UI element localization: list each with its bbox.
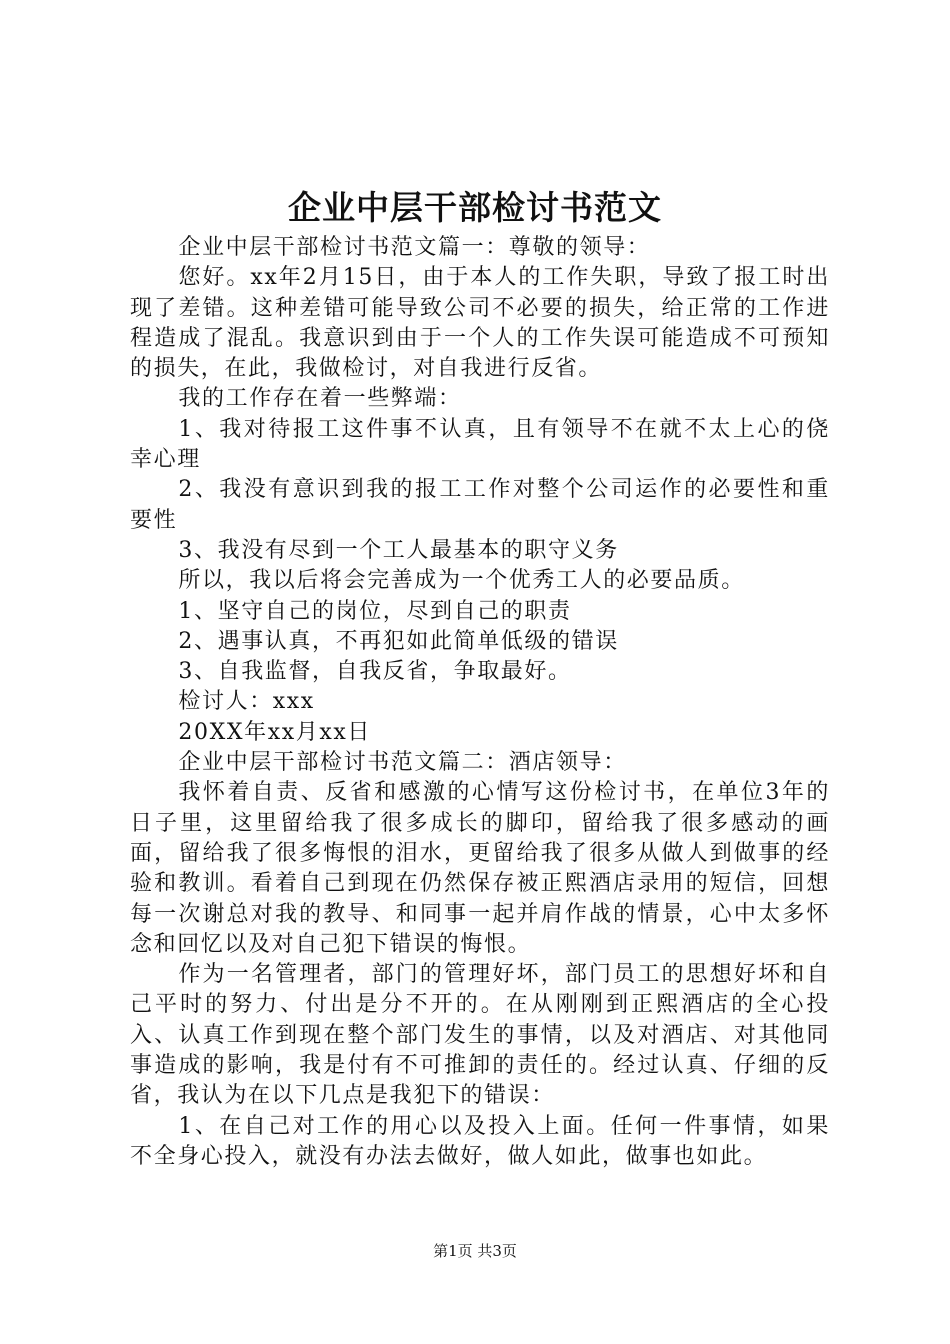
paragraph: 您好。xx年2月15日，由于本人的工作失职，导致了报工时出现了差错。这种差错可能导致公司不必要的损失，给正常的工作进程造成了混乱。我意识到由于一个人的工作失误可能造成不可预知的损失，在此，我做检讨，对自我进行反省。 bbox=[130, 265, 830, 382]
signature-line: 检讨人：xxx bbox=[178, 689, 315, 715]
paragraph: 我怀着自责、反省和感激的心情写这份检讨书，在单位3年的日子里，这里留给我了很多成长的脚印，留给我了很多感动的画面，留给我了很多悔恨的泪水，更留给我了很多从做人到做事的经验和教训。看着自己到现在仍然保存被正熙酒店录用的短信，回想每一次谢总对我的教导、和同事一起并肩作战的情景，心中太多怀念和回忆以及对自己犯下错误的悔恨。 bbox=[130, 780, 830, 957]
paragraph: 企业中层干部检讨书范文篇一：尊敬的领导： bbox=[178, 235, 651, 260]
list-item: 3、自我监督，自我反省，争取最好。 bbox=[178, 659, 572, 685]
paragraph: 所以，我以后将会完善成为一个优秀工人的必要品质。 bbox=[178, 568, 745, 594]
page-footer: 第1页 共3页 bbox=[433, 1242, 517, 1260]
list-item: 2、遇事认真，不再犯如此简单低级的错误 bbox=[178, 628, 619, 654]
date-line: 20XX年xx月xx日 bbox=[178, 719, 371, 745]
list-item: 2、我没有意识到我的报工工作对整个公司运作的必要性和重要性 bbox=[130, 477, 830, 533]
paragraph: 企业中层干部检讨书范文篇二：酒店领导： bbox=[178, 750, 627, 776]
paragraph: 我的工作存在着一些弊端： bbox=[178, 386, 462, 412]
document-title: 企业中层干部检讨书范文 bbox=[288, 188, 662, 227]
paragraph: 作为一名管理者，部门的管理好坏，部门员工的思想好坏和自己平时的努力、付出是分不开的。在从刚刚到正熙酒店的全心投入、认真工作到现在整个部门发生的事情，以及对酒店、对其他同事造成的影响，我是付有不可推卸的责任的。经过认真、仔细的反省，我认为在以下几点是我犯下的错误： bbox=[130, 962, 830, 1109]
list-item: 1、坚守自己的岗位，尽到自己的职责 bbox=[178, 598, 572, 624]
list-item: 1、在自己对工作的用心以及投入上面。任何一件事情，如果不全身心投入，就没有办法去做好，做人如此，做事也如此。 bbox=[130, 1113, 830, 1169]
list-item: 1、我对待报工这件事不认真，且有领导不在就不太上心的侥幸心理 bbox=[130, 416, 830, 473]
document-body bbox=[130, 233, 830, 1172]
list-item: 3、我没有尽到一个工人最基本的职守义务 bbox=[178, 537, 619, 563]
